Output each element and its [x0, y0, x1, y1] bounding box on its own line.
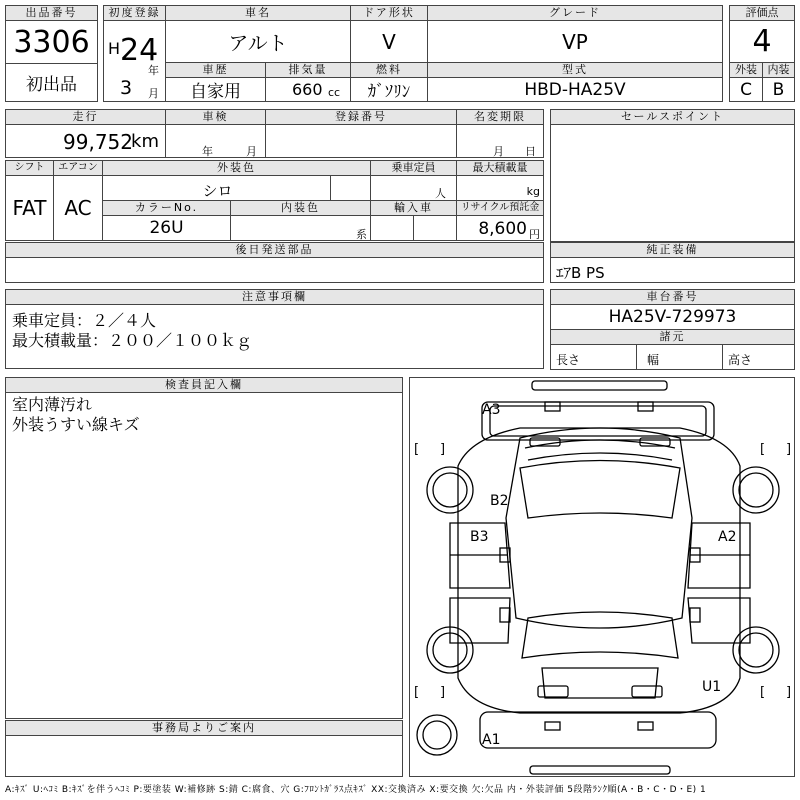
displacement-label: 排気量 [265, 62, 351, 78]
int-color-box [230, 215, 371, 241]
length-box [550, 344, 637, 370]
office-label: 事務局よりご案内 [5, 720, 403, 736]
bracket-left-top-r: [ [760, 442, 766, 457]
color-no-label: カラーNo. [102, 200, 231, 216]
bracket-right-bottom: ] [786, 685, 792, 700]
car-body-diagram [410, 378, 795, 777]
car-diagram-frame [409, 377, 795, 777]
shift: FAT [5, 175, 54, 241]
sales-points-box [550, 124, 795, 242]
history-label: 車歴 [165, 62, 266, 78]
genuine-label: 純正装備 [550, 242, 795, 258]
shift-label: シフト [5, 160, 54, 176]
mark-b3: B3 [470, 529, 489, 545]
int-label: 内装 [762, 62, 795, 78]
registration-box [103, 20, 166, 102]
car-name-label: 車名 [165, 5, 351, 21]
bracket-left-bottom-r: [ [760, 685, 766, 700]
inspection-label: 車検 [165, 109, 266, 125]
ext-color: シロ [202, 182, 233, 200]
lot-number: 3306 [5, 20, 98, 64]
later-parts-label: 後日発送部品 [5, 242, 544, 258]
inspection-box [165, 124, 266, 158]
reg-month: 3 [120, 77, 133, 99]
reg-year: 24 [120, 33, 159, 68]
bracket-right-top-l: ] [440, 442, 446, 457]
chassis-number: HA25V-729973 [550, 304, 795, 330]
mark-a3: A3 [482, 402, 501, 418]
height-label: 高さ [728, 353, 753, 367]
capacity-unit: 人 [435, 187, 446, 200]
recycle-fee: 8,600 [478, 219, 527, 239]
notes-line-1: 乗車定員：２／４人 [12, 311, 157, 330]
import-box-1 [370, 215, 414, 241]
capacity-box [370, 175, 457, 201]
notes-label: 注意事項欄 [5, 289, 544, 305]
reg-month-unit: 月 [148, 87, 159, 100]
history: 自家用 [165, 77, 266, 102]
dimensions-label: 諸元 [550, 329, 795, 345]
car-name: アルト [165, 20, 351, 63]
ext-color-label: 外装色 [102, 160, 371, 176]
ext-color-extra [330, 175, 371, 201]
transfer-label: 名変期限 [456, 109, 544, 125]
plate-label: 登録番号 [265, 109, 457, 125]
ext-label: 外装 [729, 62, 763, 78]
grade-label: グレード [427, 5, 723, 21]
mark-a2: A2 [718, 529, 737, 545]
inspection-month-unit: 月 [246, 145, 257, 158]
reg-year-unit: 年 [148, 64, 159, 77]
recycle-unit: 円 [529, 228, 540, 241]
width-label: 幅 [647, 353, 660, 367]
displacement-box [265, 77, 351, 102]
int-color-label: 内装色 [230, 200, 371, 216]
model-code: HBD-HA25V [427, 77, 723, 102]
door-type: V [350, 20, 428, 63]
aircon-label: エアコン [53, 160, 103, 176]
inspector-label: 検査員記入欄 [5, 377, 403, 393]
legend-text: A:ｷｽﾞ U:ﾍｺﾐ B:ｷｽﾞを伴うﾍｺﾐ P:要塗装 W:補修跡 S:錆 C:腐食、穴 G:ﾌﾛﾝﾄｶﾞﾗｽ点ｷｽﾞ XX:交換済み X:要交換 欠:欠品 内・外装評価 5段階ﾗﾝｸ順(A・B・C・D・E) 1 [5, 785, 707, 795]
bracket-left-top: [ [414, 442, 420, 457]
inspector-line-2: 外装うすい線キズ [12, 415, 140, 434]
bracket-left-bottom: [ [414, 685, 420, 700]
sales-points-label: セールスポイント [550, 109, 795, 125]
first-listing: 初出品 [5, 63, 98, 102]
mileage-box [5, 124, 166, 158]
door-label: ドア形状 [350, 5, 428, 21]
genuine-equipment: ｴｱB PS [556, 264, 605, 282]
notes-line-2: 最大積載量：２００／１００ｋｇ [12, 331, 253, 350]
mark-a1: A1 [482, 732, 501, 748]
score: 4 [729, 20, 795, 63]
genuine-box [550, 257, 795, 283]
bracket-right-bottom-l: ] [440, 685, 446, 700]
import-box-2 [413, 215, 457, 241]
score-label: 評価点 [729, 5, 795, 21]
displacement-unit: cc [328, 86, 341, 99]
chassis-label: 車台番号 [550, 289, 795, 305]
era: H [108, 39, 121, 58]
int-grade: B [762, 77, 795, 102]
capacity-label: 乗車定員 [370, 160, 457, 176]
max-load-unit: kg [526, 185, 540, 198]
displacement: 660 [292, 80, 323, 99]
registration-label: 初度登録 [103, 5, 166, 21]
inspector-line-1: 室内薄汚れ [12, 395, 93, 414]
ext-color-box [102, 175, 331, 201]
height-box [722, 344, 795, 370]
transfer-day-unit: 日 [525, 145, 536, 158]
later-parts-box [5, 257, 544, 283]
plate-box [265, 124, 457, 158]
width-box [636, 344, 723, 370]
mark-b2: B2 [490, 493, 509, 509]
grade: VP [427, 20, 723, 63]
length-label: 長さ [556, 353, 581, 367]
model-code-label: 型式 [427, 62, 723, 78]
ext-grade: C [729, 77, 763, 102]
mileage-unit: km [131, 131, 159, 152]
mark-u1: U1 [702, 679, 722, 695]
fuel: ｶﾞｿﾘﾝ [350, 77, 428, 102]
notes-box [5, 304, 544, 369]
inspector-box [5, 392, 403, 719]
import-label: 輸入車 [370, 200, 457, 216]
recycle-label: リサイクル預託金 [456, 200, 544, 216]
transfer-box [456, 124, 544, 158]
aircon: AC [53, 175, 103, 241]
mileage: 99,752 [63, 130, 133, 154]
mileage-label: 走行 [5, 109, 166, 125]
office-box [5, 735, 403, 777]
fuel-label: 燃料 [350, 62, 428, 78]
color-no: 26U [102, 215, 231, 241]
lot-label: 出品番号 [5, 5, 98, 21]
max-load-box [456, 175, 544, 201]
inspection-year-unit: 年 [202, 145, 213, 158]
int-color-unit: 系 [356, 228, 367, 241]
max-load-label: 最大積載量 [456, 160, 544, 176]
transfer-month-unit: 月 [493, 145, 504, 158]
bracket-right-top: ] [786, 442, 792, 457]
recycle-box [456, 215, 544, 241]
